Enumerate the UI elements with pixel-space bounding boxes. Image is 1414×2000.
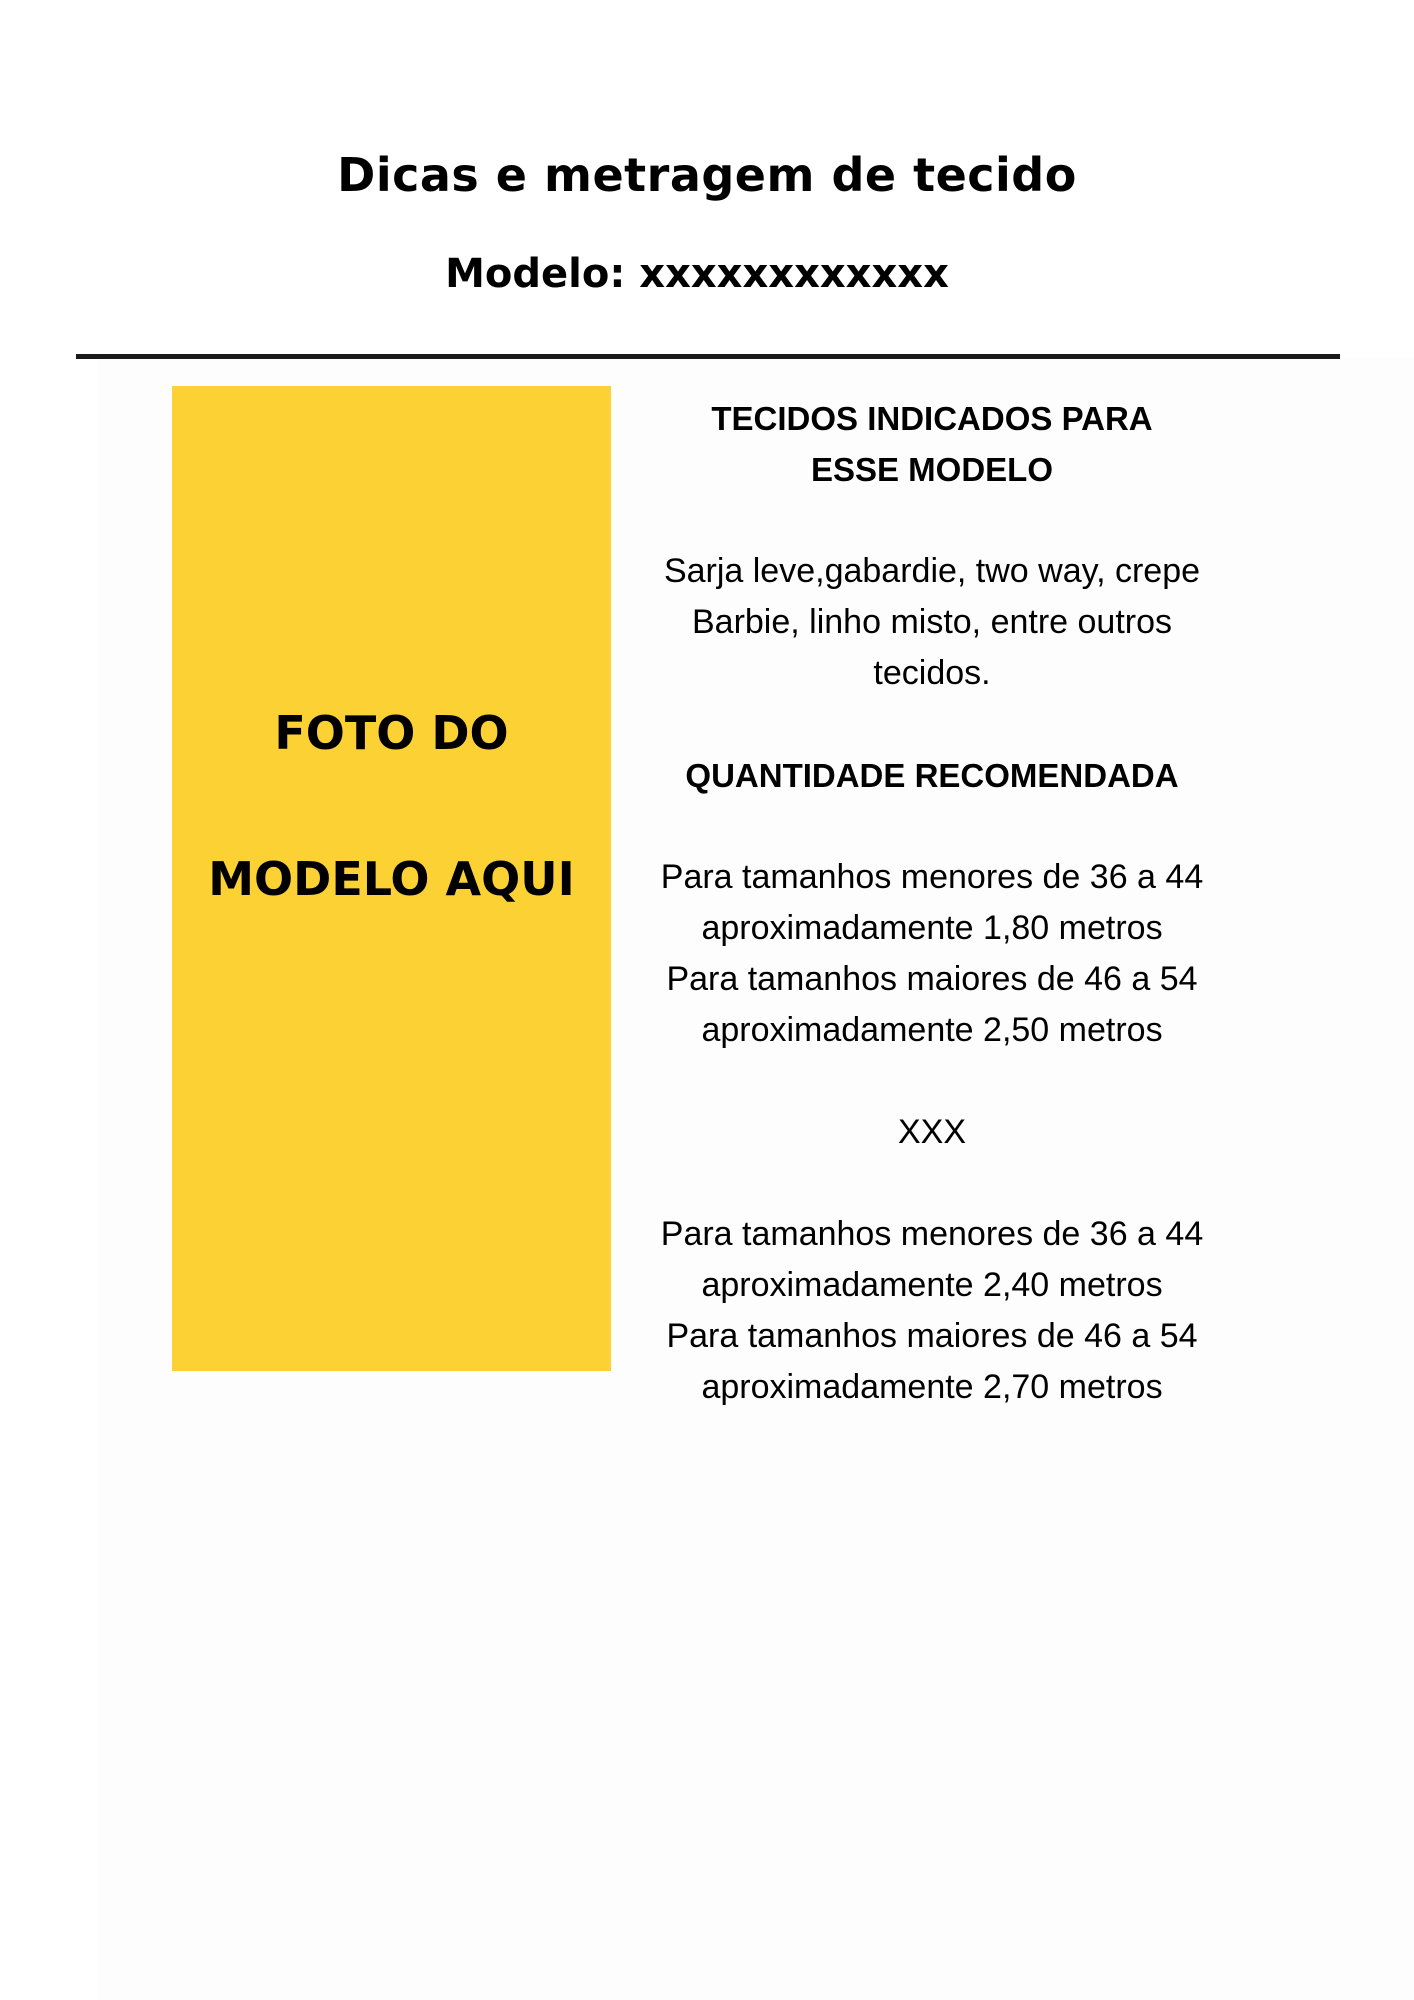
- photo-placeholder-line-1: FOTO DO: [274, 706, 509, 760]
- quantity-large-amount: aproximadamente 2,70 metros: [701, 1368, 1163, 1406]
- quantity-large-sizes: Para tamanhos maiores de 46 a 54: [666, 1317, 1198, 1355]
- spacer: [630, 699, 1234, 750]
- quantity-small-sizes: Para tamanhos menores de 36 a 44: [660, 858, 1204, 896]
- spacer: [630, 1158, 1234, 1209]
- fabrics-text-line-3: tecidos.: [873, 654, 991, 692]
- fabric-info: [630, 393, 1234, 1413]
- fabrics-heading-line-2: ESSE MODELO: [810, 451, 1054, 488]
- spacer: [630, 1056, 1234, 1107]
- quantity-small-amount: aproximadamente 1,80 metros: [701, 909, 1163, 947]
- photo-placeholder-label: [208, 624, 574, 989]
- quantity-separator: XXX: [897, 1113, 967, 1151]
- quantity-small-amount: aproximadamente 2,40 metros: [701, 1266, 1163, 1304]
- quantity-heading: QUANTIDADE RECOMENDADA: [685, 757, 1179, 794]
- fabrics-text-line-2: Barbie, linho misto, entre outros: [691, 603, 1173, 641]
- fabrics-heading-line-1: TECIDOS INDICADOS PARA: [711, 400, 1153, 437]
- spacer: [630, 495, 1234, 546]
- quantity-small-sizes: Para tamanhos menores de 36 a 44: [660, 1215, 1204, 1253]
- model-photo-placeholder: [172, 386, 611, 1371]
- photo-placeholder-line-2: MODELO AQUI: [208, 852, 575, 906]
- quantity-large-sizes: Para tamanhos maiores de 46 a 54: [666, 960, 1198, 998]
- fabrics-text-line-1: Sarja leve,gabardie, two way, crepe: [663, 552, 1201, 590]
- model-subtitle: Modelo: xxxxxxxxxxxx: [445, 251, 949, 297]
- quantity-large-amount: aproximadamente 2,50 metros: [701, 1011, 1163, 1049]
- page-title: Dicas e metragem de tecido: [337, 148, 1077, 202]
- spacer: [630, 801, 1234, 852]
- header-divider: [76, 354, 1340, 359]
